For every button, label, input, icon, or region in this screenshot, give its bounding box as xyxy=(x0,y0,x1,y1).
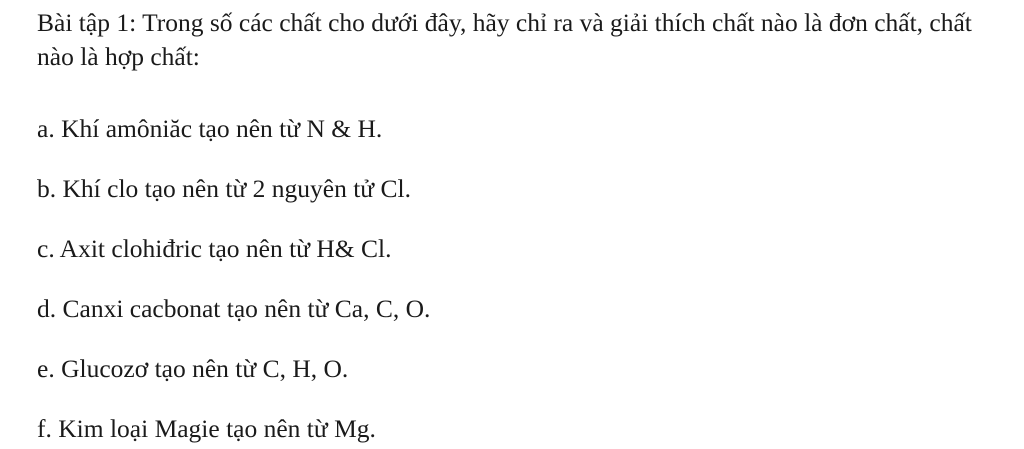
list-item-f: f. Kim loại Magie tạo nên từ Mg. xyxy=(37,414,376,443)
list-item-c: c. Axit clohiđric tạo nên từ H& Cl. xyxy=(37,234,392,263)
list-item-e: e. Glucozơ tạo nên từ C, H, O. xyxy=(37,354,349,383)
list-item-d: d. Canxi cacbonat tạo nên từ Ca, C, O. xyxy=(37,294,431,323)
list-item-b: b. Khí clo tạo nên từ 2 nguyên tử Cl. xyxy=(37,174,411,203)
exercise-question: Bài tập 1: Trong số các chất cho dưới đây, hãy chỉ ra và giải thích chất nào là đơn chất, chất nào là hợp chất: xyxy=(37,8,972,71)
exercise-document xyxy=(37,6,1012,443)
list-item-a: a. Khí amôniăc tạo nên từ N & H. xyxy=(37,114,383,143)
